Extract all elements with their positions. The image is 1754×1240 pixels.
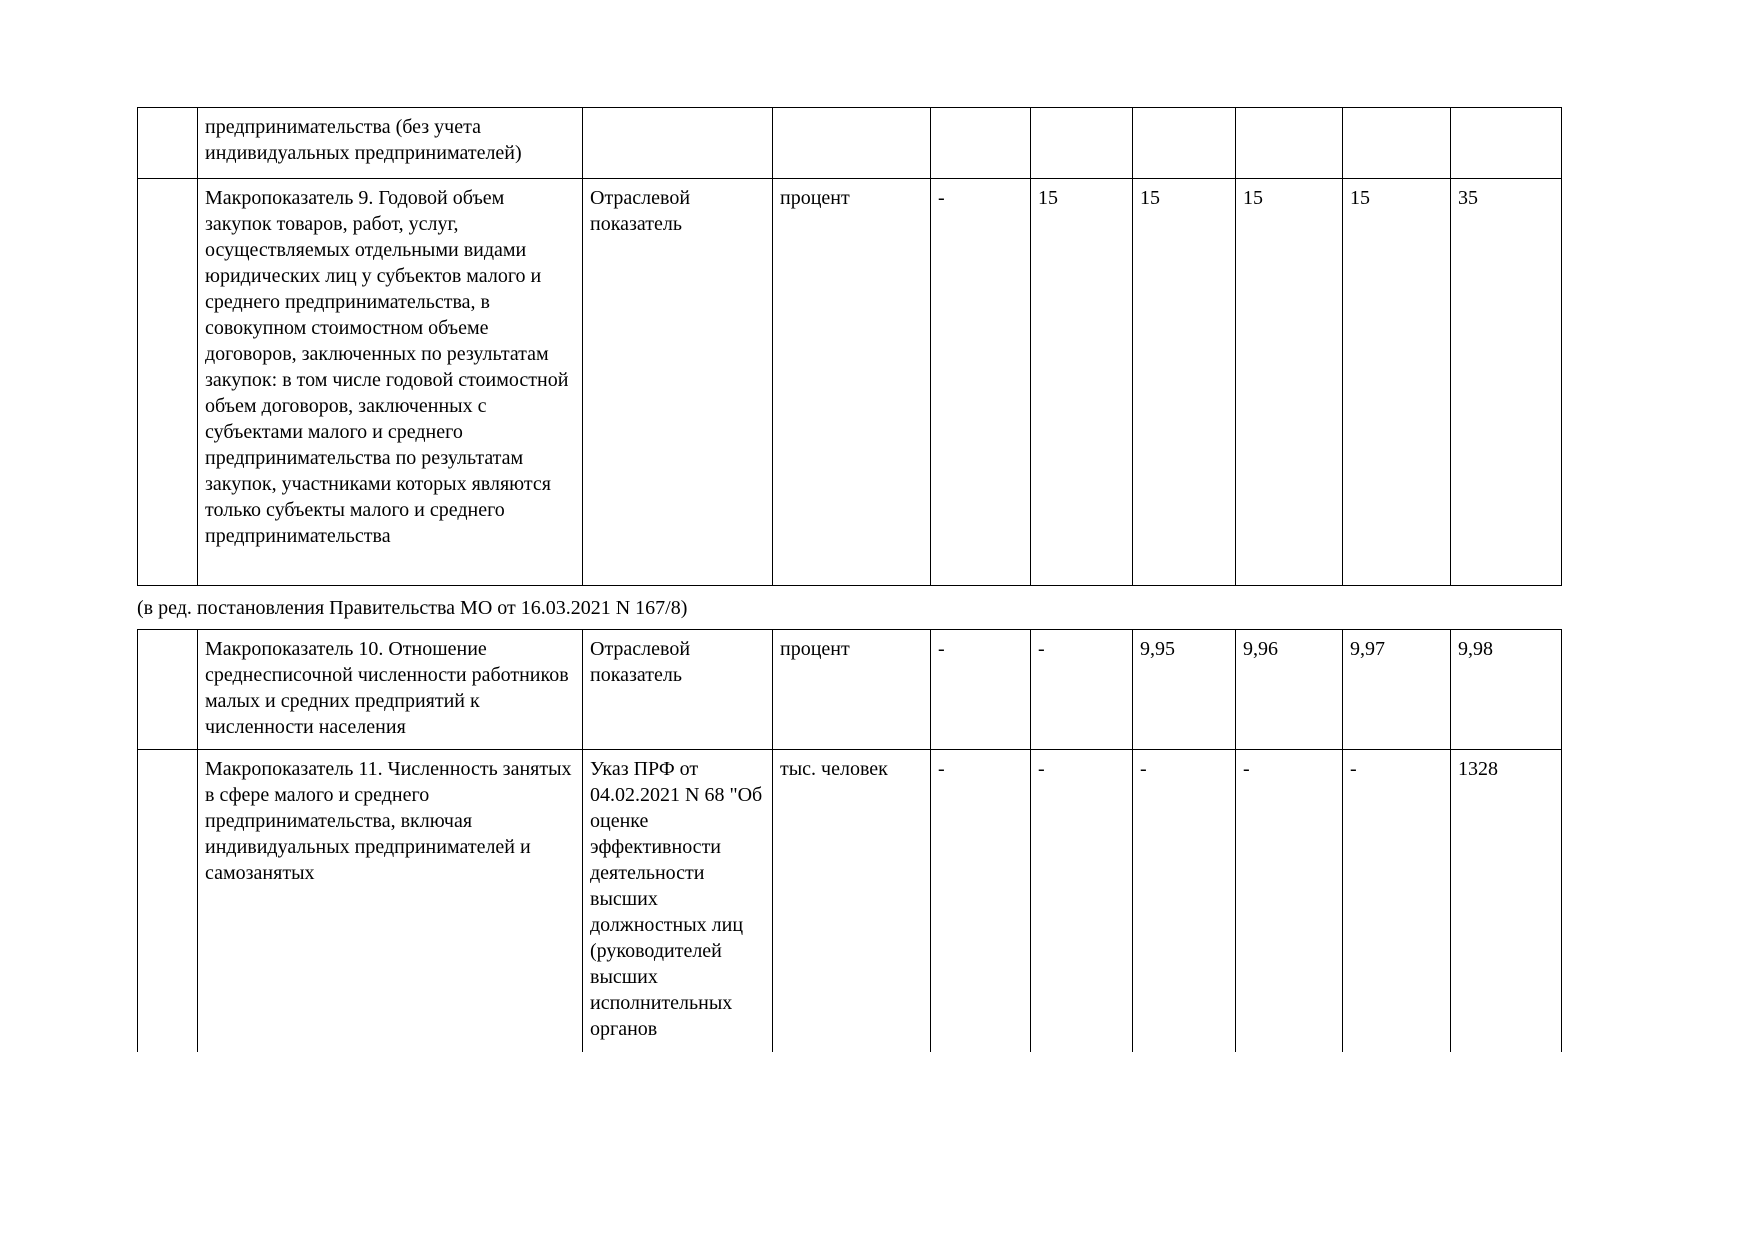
cell-value: 15 (1031, 179, 1133, 586)
cell-value: - (1343, 750, 1451, 1052)
cell-value (1236, 108, 1343, 179)
cell-indicator-name: предпринимательства (без учета индивидуальных предпринимателей) (198, 108, 583, 179)
cell-value: 15 (1133, 179, 1236, 586)
cell-source: Отраслевой показатель (583, 630, 773, 750)
cell-source (583, 108, 773, 179)
cell-value: - (1031, 750, 1133, 1052)
cell-value: 1328 (1451, 750, 1562, 1052)
cell-unit (773, 108, 931, 179)
cell-value (931, 108, 1031, 179)
table-row (138, 630, 1562, 750)
cell-value (1133, 108, 1236, 179)
table-row (138, 108, 1562, 179)
cell-value: - (931, 750, 1031, 1052)
cell-number (138, 108, 198, 179)
cell-number (138, 179, 198, 586)
cell-value (1451, 108, 1562, 179)
cell-value: 9,96 (1236, 630, 1343, 750)
cell-value: 15 (1343, 179, 1451, 586)
cell-value: - (1031, 630, 1133, 750)
cell-value: 9,98 (1451, 630, 1562, 750)
cell-unit: процент (773, 179, 931, 586)
cell-unit: процент (773, 630, 931, 750)
cell-value (1343, 108, 1451, 179)
cell-source: Отраслевой показатель (583, 179, 773, 586)
cell-value: - (1133, 750, 1236, 1052)
table-row (138, 179, 1562, 586)
cell-indicator-name: Макропоказатель 11. Численность занятых в сфере малого и среднего предпринимательства, включая индивидуальных предпринимателей и самозанятых (198, 750, 583, 1052)
amendment-note: (в ред. постановления Правительства МО от 16.03.2021 N 167/8) (137, 597, 688, 619)
cell-source: Указ ПРФ от 04.02.2021 N 68 "Об оценке эффективности деятельности высших должностных лиц (руководителей высших исполнительных органов (583, 750, 773, 1052)
table-row (138, 750, 1562, 1052)
cell-unit: тыс. человек (773, 750, 931, 1052)
cell-value: - (931, 630, 1031, 750)
cell-value: 15 (1236, 179, 1343, 586)
cell-value: 9,95 (1133, 630, 1236, 750)
cell-number (138, 750, 198, 1052)
cell-indicator-name: Макропоказатель 9. Годовой объем закупок товаров, работ, услуг, осуществляемых отдельными видами юридических лиц у субъектов малого и среднего предпринимательства, в совокупном стоимостном объеме договоров, заключенных по результатам закупок: в том числе годовой стоимостной объем договоров, заключенных с субъектами малого и среднего предпринимательства по результатам закупок, участниками которых являются только субъекты малого и среднего предпринимательства (198, 179, 583, 586)
cell-value: - (931, 179, 1031, 586)
indicators-table-part-1 (137, 107, 1562, 586)
cell-value: 9,97 (1343, 630, 1451, 750)
cell-number (138, 630, 198, 750)
indicators-table-part-2 (137, 629, 1562, 1052)
cell-value: 35 (1451, 179, 1562, 586)
document-content (137, 107, 1561, 1052)
cell-value: - (1236, 750, 1343, 1052)
cell-indicator-name: Макропоказатель 10. Отношение среднесписочной численности работников малых и средних предприятий к численности населения (198, 630, 583, 750)
cell-value (1031, 108, 1133, 179)
